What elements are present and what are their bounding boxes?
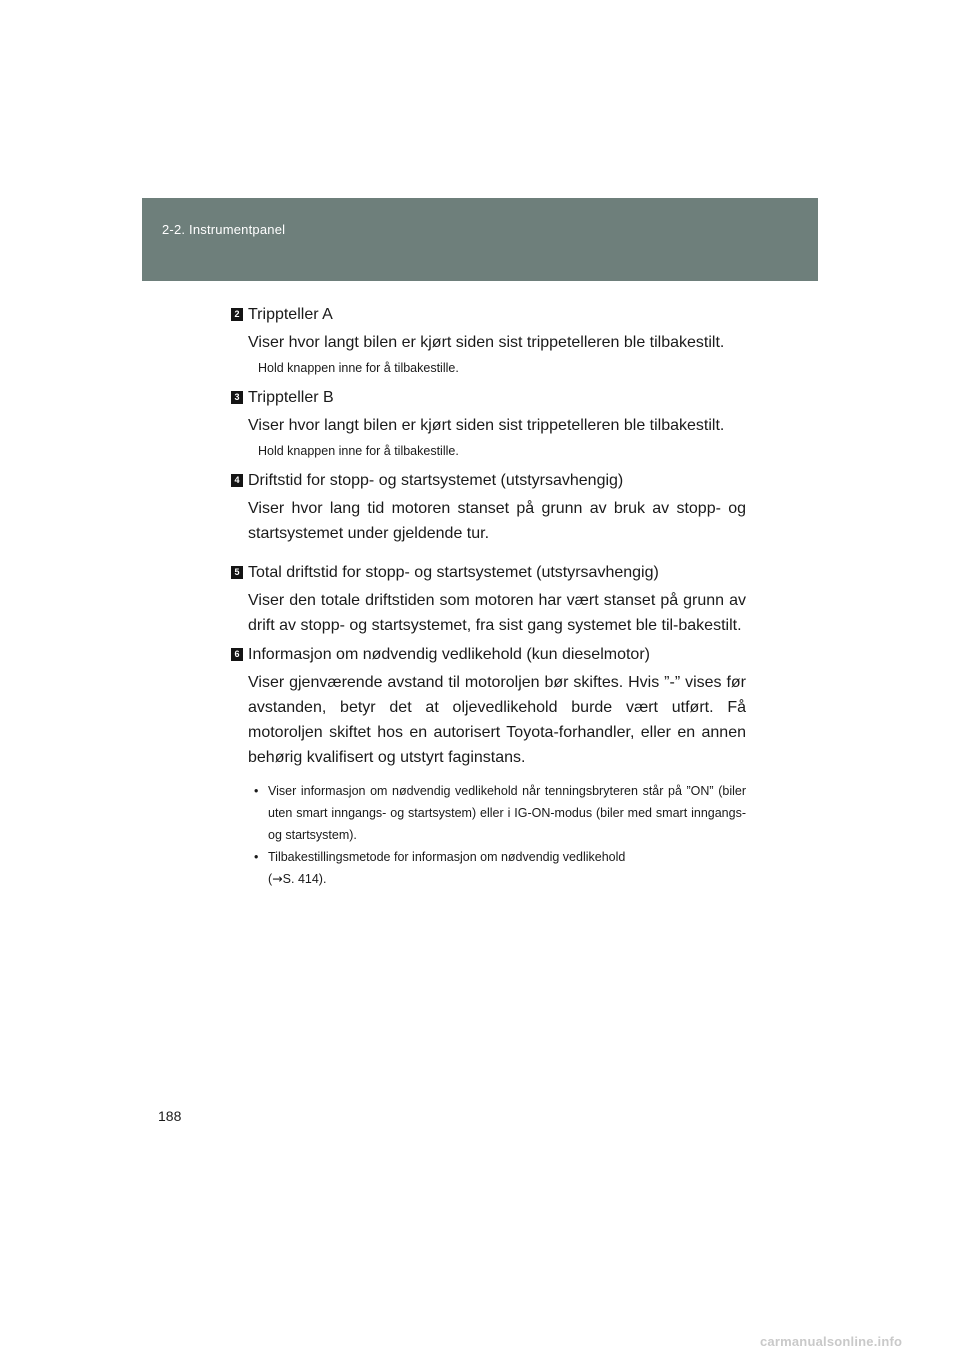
bullet: • (254, 784, 259, 798)
number-badge: 5 (231, 566, 243, 579)
item-note: Hold knappen inne for å tilbakestille. (258, 444, 459, 458)
list-item-stop-start-time (230, 468, 746, 546)
item-heading (234, 642, 746, 667)
number-badge: 4 (231, 474, 243, 487)
notes-list (230, 780, 746, 890)
arrow-right-icon: → (272, 871, 283, 886)
list-item-total-stop-start-time (230, 560, 746, 638)
item-heading (234, 560, 746, 585)
item-heading (234, 385, 746, 410)
item-title: Driftstid for stopp- og startsystemet (utstyrsavhengig) (248, 472, 624, 489)
number-badge: 3 (231, 391, 243, 404)
section-header-band (142, 198, 818, 281)
item-description: Viser den totale driftstiden som motoren har vært stanset på grunn av drift av stopp- og startsystemet, fra sist gang systemet ble til-bakestilt. (248, 592, 746, 634)
item-heading (234, 302, 746, 327)
watermark: carmanualsonline.info (760, 1334, 903, 1349)
item-description: Viser hvor langt bilen er kjørt siden sist trippetelleren ble tilbakestilt. (248, 417, 725, 434)
number-badge: 6 (231, 648, 243, 661)
note-item (248, 780, 746, 846)
item-heading (234, 468, 746, 493)
item-description: Viser gjenværende avstand til motoroljen bør skiftes. Hvis ”-” vises før avstanden, betyr det at oljevedlikehold burde vært utført. Få motoroljen skiftet hos en autorisert Toyota-forhandler, eller en annen behørig kvalifisert og utstyrt faginstans. (248, 674, 746, 766)
item-title: Total driftstid for stopp- og startsystemet (utstyrsavhengig) (248, 564, 659, 581)
page-reference: S. 414). (282, 872, 327, 886)
item-title: Trippteller A (248, 306, 333, 323)
item-description: Viser hvor langt bilen er kjørt siden sist trippetelleren ble tilbakestilt. (248, 334, 725, 351)
item-title: Informasjon om nødvendig vedlikehold (kun dieselmotor) (248, 646, 650, 663)
note-text: Viser informasjon om nødvendig vedlikehold når tenningsbryteren står på ”ON” (biler uten smart inngangs- og startsystem) eller i IG-ON-modus (biler med smart inngangs- og startsystem). (268, 784, 746, 842)
paren-open: ( (268, 872, 273, 886)
item-note: Hold knappen inne for å tilbakestille. (258, 361, 459, 375)
note-text: Tilbakestillingsmetode for informasjon om nødvendig vedlikehold (268, 850, 626, 864)
page-number: 188 (158, 1108, 182, 1124)
number-badge: 2 (231, 308, 243, 321)
section-title: 2-2. Instrumentpanel (162, 222, 286, 237)
main-content (230, 302, 746, 890)
item-title: Trippteller B (248, 389, 334, 406)
list-item-trip-b (230, 385, 746, 460)
note-item (248, 846, 746, 890)
bullet: • (254, 850, 259, 864)
list-item-maintenance-info (230, 642, 746, 770)
item-description: Viser hvor lang tid motoren stanset på grunn av bruk av stopp- og startsystemet under gjeldende tur. (248, 500, 746, 542)
list-item-trip-a (230, 302, 746, 377)
